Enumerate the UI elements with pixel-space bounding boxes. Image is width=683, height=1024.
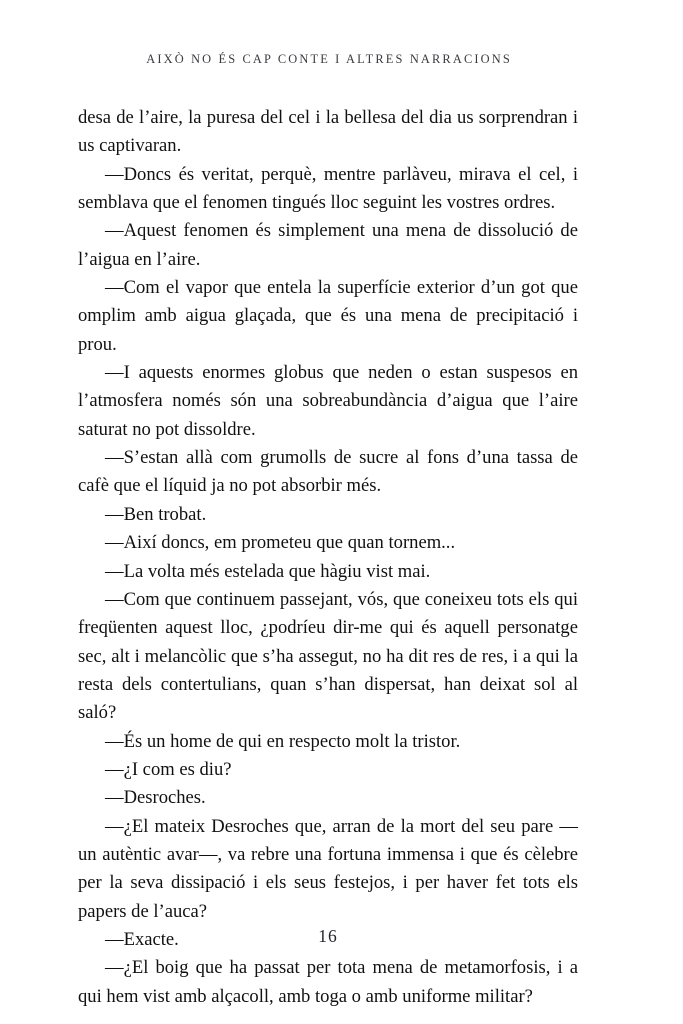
paragraph: —Doncs és veritat, perquè, mentre parlàveu, mirava el cel, i semblava que el fenomen tingués lloc seguint les vostres ordres. [78,163,578,214]
paragraph: —¿I com es diu? [105,758,232,780]
paragraph: —Aquest fenomen és simplement una mena de dissolució de l’aigua en l’aire. [78,220,578,270]
paragraph: —Desroches. [105,787,206,809]
paragraph: —És un home de qui en respecto molt la tristor. [105,730,461,752]
paragraph: —S’estan allà com grumolls de sucre al fons d’una tassa de cafè que el líquid ja no pot absorbir més. [78,447,578,497]
running-head: AIXÒ NO ÉS CAP CONTE I ALTRES NARRACIONS [146,52,512,66]
paragraph: —I aquests enormes globus que neden o estan suspesos en l’atmosfera només són una sobreabundància d’aigua que l’aire saturat no pot dissoldre. [78,362,578,440]
body-text [78,104,578,1011]
paragraph: —La volta més estelada que hàgiu vist mai. [105,560,431,582]
paragraph: —¿El mateix Desroches que, arran de la mort del seu pare —un autèntic avar—, va rebre una fortuna immensa i que és cèlebre per la seva dissipació i els seus festejos, i per haver fet tots els papers de l’auca? [78,815,578,922]
paragraph: —Així doncs, em prometeu que quan tornem... [105,532,456,554]
paragraph: —¿El boig que ha passat per tota mena de metamorfosis, i a qui hem vist amb alçacoll, amb toga o amb uniforme militar? [78,957,578,1007]
paragraph: —Exacte. [105,928,179,950]
paragraph: —Com que continuem passejant, vós, que coneixeu tots els qui freqüenten aquest lloc, ¿podríeu dir-me qui és aquell personatge sec, alt i melancòlic que s’ha assegut, no ha dit res de res, i a qui la resta dels contertulians, quan s’han dispersat, han deixat sol al saló? [78,588,578,724]
page-number: 16 [318,926,338,946]
paragraph: desa de l’aire, la puresa del cel i la bellesa del dia us sorprendran i us captivaran. [78,107,578,157]
paragraph: —Ben trobat. [105,503,207,525]
paragraph: —Com el vapor que entela la superfície exterior d’un got que omplim amb aigua glaçada, que és una mena de precipitació i prou. [78,277,578,355]
